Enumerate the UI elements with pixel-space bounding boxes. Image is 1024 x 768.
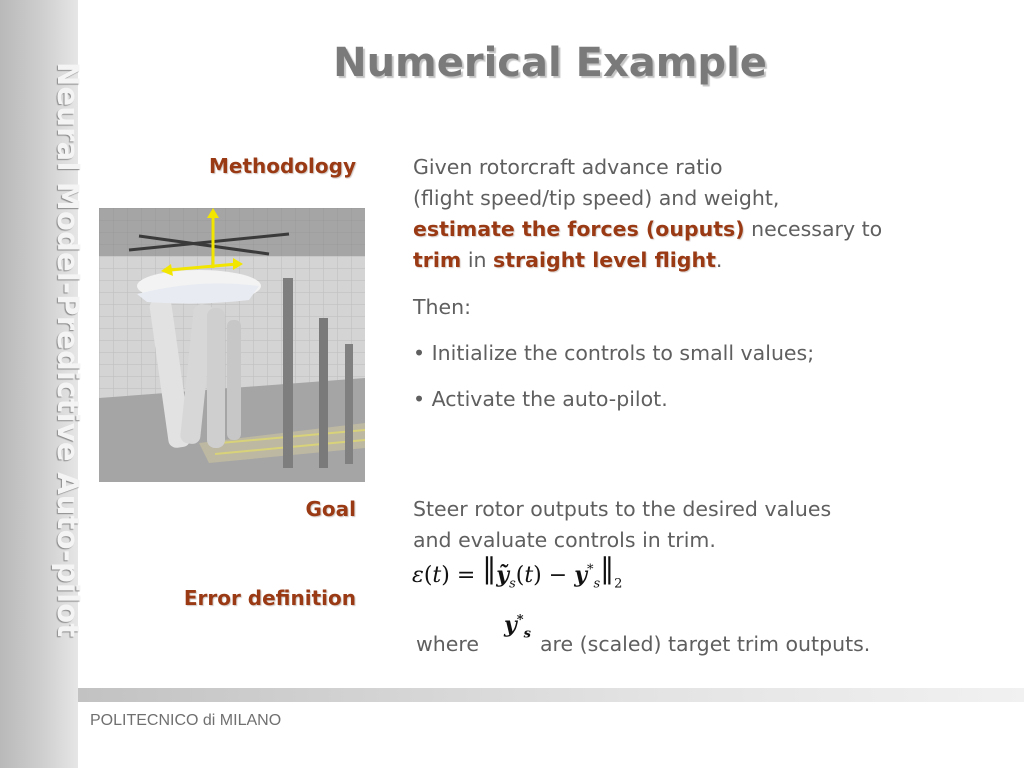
footer-institution: POLITECNICO di MILANO — [90, 712, 282, 729]
label-error-definition: Error definition — [183, 586, 356, 610]
page-title: Numerical Example — [333, 40, 767, 86]
target-output-symbol: $y^*_s$ — [504, 612, 531, 642]
target-outputs-description: are (scaled) target trim outputs. — [540, 632, 871, 656]
bullet-activate-autopilot: • Activate the auto-pilot. — [413, 387, 668, 411]
sidebar — [0, 0, 85, 768]
then-text: Then: — [413, 295, 472, 319]
label-goal: Goal — [305, 497, 356, 521]
methodology-line-2: (flight speed/tip speed) and weight, — [413, 186, 780, 210]
goal-line-1: Steer rotor outputs to the desired values — [413, 497, 832, 521]
methodology-paragraph — [413, 152, 973, 276]
in-text: in — [461, 248, 494, 272]
label-methodology: Methodology — [208, 154, 356, 178]
necessary-to-text: necessary to — [744, 217, 883, 241]
rotor-test-photo — [99, 208, 365, 482]
goal-line-2: and evaluate controls in trim. — [413, 528, 716, 552]
goal-paragraph — [413, 494, 973, 556]
sidebar-title: Neural Model-Predictive Auto-pilot — [51, 62, 85, 638]
highlight-trim: trim — [413, 248, 462, 272]
period-text: . — [715, 248, 723, 272]
methodology-line-4 — [413, 245, 973, 276]
where-text: where — [416, 632, 479, 656]
footer-bar — [78, 688, 1024, 702]
bullet-initialize-controls: • Initialize the controls to small values; — [413, 341, 815, 365]
highlight-forces: estimate the forces (ouputs) — [413, 217, 745, 241]
methodology-line-1: Given rotorcraft advance ratio — [413, 155, 723, 179]
highlight-straight-level-flight: straight level flight — [493, 248, 716, 272]
methodology-line-3 — [413, 214, 973, 245]
error-formula: ε(t) = ‖ỹ$_s$(t) − $y^*_s‖_2$ — [412, 552, 623, 592]
